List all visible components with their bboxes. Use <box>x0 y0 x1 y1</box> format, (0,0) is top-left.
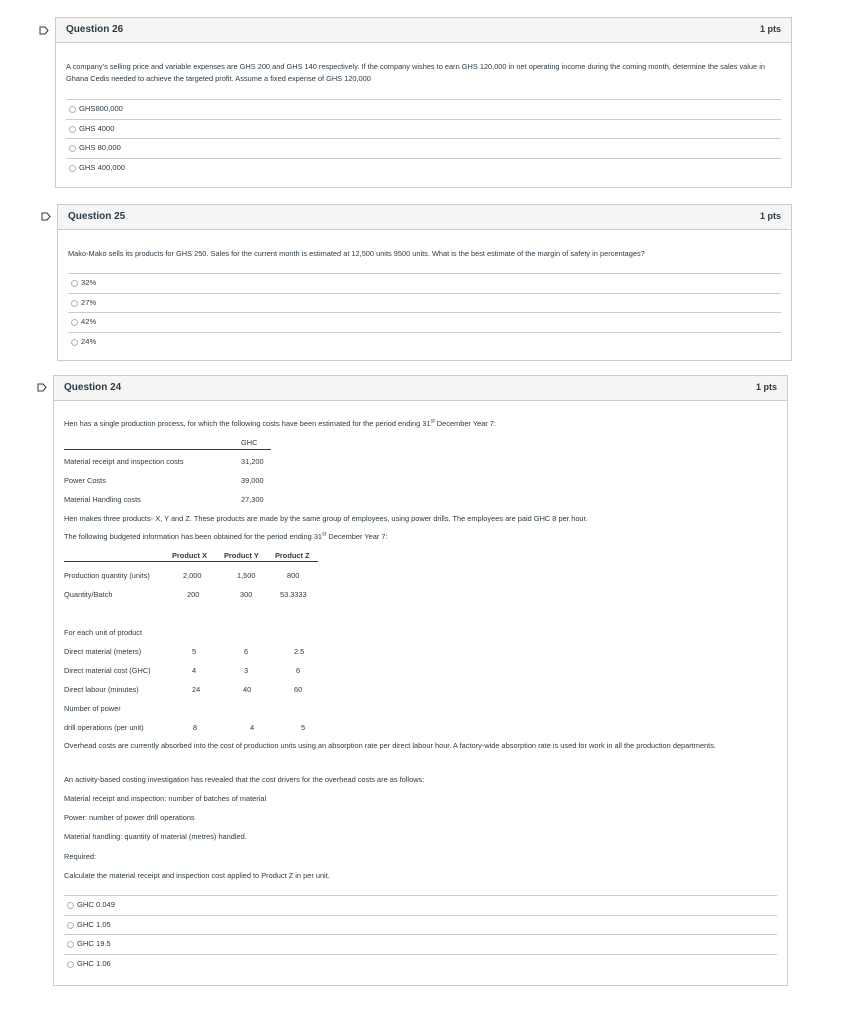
answer-option[interactable] <box>64 895 777 915</box>
driver-text: Material handling: quantity of material (metres) handled. <box>64 832 247 841</box>
row-value: 3 <box>244 666 249 675</box>
row-value: 2,000 <box>183 571 202 580</box>
question-text: Mako-Mako sells its products for GHS 250. Sales for the current month is estimated at 12,500 units 9500 units. What is the best estimate of the margin of safety in percentages? <box>68 249 645 258</box>
flag-question-icon[interactable] <box>37 383 47 392</box>
divider <box>64 449 271 450</box>
product-header: Product Y <box>224 551 259 560</box>
cost-header: GHC <box>241 438 258 447</box>
row-value: 1,500 <box>237 571 256 580</box>
flag-question-icon[interactable] <box>39 26 49 35</box>
row-value: 5 <box>301 723 306 732</box>
per-unit-label: For each unit of product <box>64 628 143 637</box>
row-value: 53.3333 <box>280 590 307 599</box>
abc-text: An activity-based costing investigation has revealed that the cost drivers for the overhead costs are as follows: <box>64 775 425 784</box>
answer-option[interactable] <box>64 915 777 935</box>
radio-button[interactable] <box>71 339 78 346</box>
answer-list <box>64 895 777 973</box>
row-value: 60 <box>294 685 303 694</box>
radio-button[interactable] <box>71 280 78 287</box>
cost-value: 31,200 <box>241 457 264 466</box>
radio-button[interactable] <box>71 319 78 326</box>
question-points: 1 pts <box>759 211 781 221</box>
answer-label: GHS 400,000 <box>79 162 126 172</box>
question-card <box>55 17 792 188</box>
question-title: Question 26 <box>66 24 124 35</box>
cost-value: 27,300 <box>241 495 264 504</box>
question-points: 1 pts <box>755 382 777 392</box>
question-card <box>57 204 792 361</box>
row-value: 200 <box>187 590 200 599</box>
answer-list <box>68 273 781 351</box>
answer-label: GHS 80,000 <box>79 143 121 152</box>
answer-label: 27% <box>81 297 97 307</box>
answer-label: GHS 4000 <box>79 123 115 133</box>
driver-text: Material receipt and inspection: number of batches of material <box>64 794 267 803</box>
row-value: 6 <box>244 647 249 656</box>
required-label: Required: <box>64 852 97 861</box>
answer-label: GHC 0.049 <box>77 900 115 909</box>
divider <box>64 561 318 562</box>
question-header <box>56 18 791 43</box>
overhead-text: Overhead costs are currently absorbed into the cost of production units using an absorption rate per direct labour hour. A factory-wide absorption rate is used for work in all the production departments. <box>64 741 716 750</box>
question-card <box>53 375 788 986</box>
answer-option[interactable] <box>66 138 781 158</box>
radio-button[interactable] <box>67 902 74 909</box>
answer-label: 42% <box>81 317 97 326</box>
answer-option[interactable] <box>68 312 781 332</box>
answer-option[interactable] <box>64 934 777 954</box>
row-value: 8 <box>193 723 198 732</box>
radio-button[interactable] <box>69 106 76 113</box>
cost-label: Material Handling costs <box>64 495 141 504</box>
question-title: Question 24 <box>64 382 122 393</box>
answer-label: 32% <box>81 278 97 287</box>
answer-label: GHC 1.06 <box>77 958 111 968</box>
answer-option[interactable] <box>68 293 781 313</box>
cost-value: 39,000 <box>241 476 264 485</box>
product-header: Product Z <box>275 551 310 560</box>
row-value: 4 <box>192 666 197 675</box>
task-text: Calculate the material receipt and inspection cost applied to Product Z in per unit. <box>64 871 330 880</box>
row-value: 300 <box>240 590 253 599</box>
flag-question-icon[interactable] <box>41 212 51 221</box>
products-text: Hen makes three products- X, Y and Z. These products are made by the same group of employees, using power drills. The employees are paid GHC 8 per hour. <box>64 514 588 523</box>
cost-label: Power Costs <box>64 476 106 485</box>
answer-option[interactable] <box>68 332 781 352</box>
radio-button[interactable] <box>69 126 76 133</box>
row-label: Direct labour (minutes) <box>64 685 139 694</box>
answer-option[interactable] <box>66 99 781 119</box>
question-header <box>58 205 791 230</box>
answer-option[interactable] <box>66 158 781 178</box>
answer-label: GHS800,000 <box>79 104 123 113</box>
answer-list <box>66 99 781 177</box>
row-label: Production quantity (units) <box>64 571 150 580</box>
radio-button[interactable] <box>69 145 76 152</box>
radio-button[interactable] <box>69 165 76 172</box>
row-label: drill operations (per unit) <box>64 723 144 732</box>
intro-text: Hen has a single production process, for which the following costs have been estimated for the period ending 31st December Year 7: <box>64 418 496 428</box>
row-value: 800 <box>287 571 300 580</box>
answer-label: GHC 1.05 <box>77 919 111 929</box>
cost-label: Material receipt and inspection costs <box>64 457 184 466</box>
row-label: Direct material cost (GHC) <box>64 666 151 675</box>
answer-label: GHC 19.5 <box>77 939 111 948</box>
radio-button[interactable] <box>67 941 74 948</box>
row-value: 6 <box>296 666 301 675</box>
driver-text: Power: number of power drill operations <box>64 813 195 822</box>
question-header <box>54 376 787 401</box>
row-value: 40 <box>243 685 252 694</box>
question-points: 1 pts <box>759 24 781 34</box>
answer-option[interactable] <box>66 119 781 139</box>
row-value: 24 <box>192 685 201 694</box>
radio-button[interactable] <box>71 300 78 307</box>
row-value: 4 <box>250 723 255 732</box>
row-label: Direct material (meters) <box>64 647 142 656</box>
answer-option[interactable] <box>64 954 777 974</box>
answer-option[interactable] <box>68 273 781 293</box>
radio-button[interactable] <box>67 961 74 968</box>
row-value: 5 <box>192 647 197 656</box>
budget-intro: The following budgeted information has been obtained for the period ending 31st December Year 7: <box>64 531 388 541</box>
row-label: Number of power <box>64 704 121 713</box>
product-header: Product X <box>172 551 207 560</box>
question-text: A company’s selling price and variable expenses are GHS 200 and GHS 140 respectively. If the company wishes to earn GHS 120,000 in net operating income during the coming month, determine the sales value in Ghana Cedis needed to achieve the targeted profit. Assume a fixed expense of GHS 120,000 <box>66 62 765 83</box>
question-title: Question 25 <box>68 211 126 222</box>
row-label: Quantity/Batch <box>64 590 113 599</box>
answer-label: 24% <box>81 336 97 346</box>
radio-button[interactable] <box>67 922 74 929</box>
row-value: 2.5 <box>294 647 305 656</box>
